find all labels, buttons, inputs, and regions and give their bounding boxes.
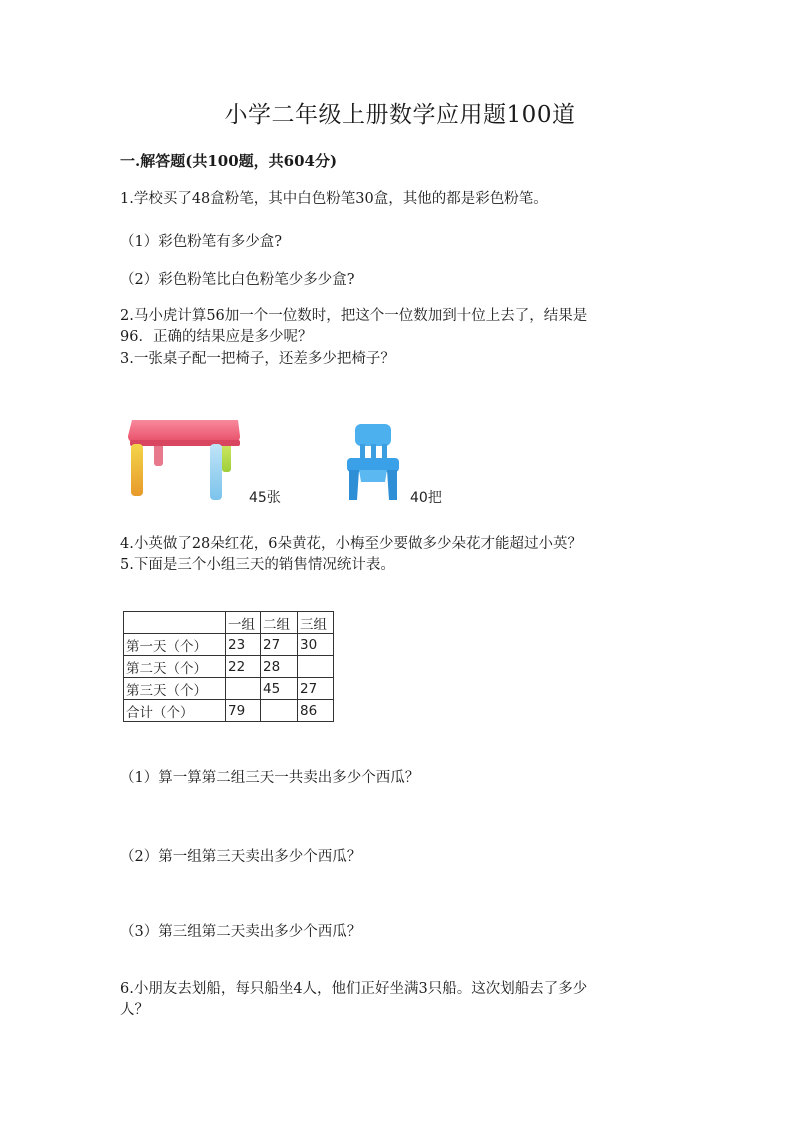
- table-cell: 79: [226, 700, 261, 722]
- table-cell: 27: [298, 678, 334, 700]
- table-row: [124, 678, 334, 700]
- sales-table: [123, 611, 334, 722]
- question-1-sub-2: （2）彩色粉笔比白色粉笔少多少盒?: [120, 272, 355, 288]
- row-label: 第一天（个）: [124, 634, 226, 656]
- row-label: 第二天（个）: [124, 656, 226, 678]
- table-row: [124, 634, 334, 656]
- question-3: 3.一张桌子配一把椅子，还差多少把椅子？: [120, 351, 395, 367]
- table-cell: 23: [226, 634, 261, 656]
- row-label: 第三天（个）: [124, 678, 226, 700]
- question-2-line-2: 96．正确的结果应是多少呢？: [120, 329, 313, 345]
- question-5-sub-3: （3）第三组第二天卖出多少个西瓜？: [120, 924, 362, 940]
- table-row: [124, 656, 334, 678]
- page-title: 小学二年级上册数学应用题100道: [224, 102, 576, 128]
- table-cell: [226, 678, 261, 700]
- table-cell: 28: [261, 656, 298, 678]
- table-cell: 86: [298, 700, 334, 722]
- section-heading: 一.解答题(共100题，共604分): [120, 152, 338, 170]
- table-cell: 22: [226, 656, 261, 678]
- question-6-line-1: 6.小朋友去划船，每只船坐4人，他们正好坐满3只船。这次划船去了多少: [120, 981, 588, 997]
- table-cell: 30: [298, 634, 334, 656]
- chair-caption: 40把: [410, 490, 442, 506]
- table-cell: 27: [261, 634, 298, 656]
- question-4: 4.小英做了28朵红花，6朵黄花，小梅至少要做多少朵花才能超过小英？: [120, 536, 583, 552]
- table-cell: [298, 656, 334, 678]
- question-5: 5.下面是三个小组三天的销售情况统计表。: [120, 557, 395, 573]
- desk-caption: 45张: [249, 490, 281, 506]
- desk-image: [126, 416, 246, 504]
- table-cell: [261, 700, 298, 722]
- question-5-sub-1: （1）算一算第二组三天一共卖出多少个西瓜？: [120, 770, 420, 786]
- question-5-sub-2: （2）第一组第三天卖出多少个西瓜？: [120, 849, 362, 865]
- table-cell: [124, 612, 226, 634]
- table-header-row: [124, 612, 334, 634]
- question-1: 1.学校买了48盒粉笔，其中白色粉笔30盒，其他的都是彩色粉笔。: [120, 191, 548, 207]
- table-header-group-2: 二组: [261, 612, 298, 634]
- question-6-line-2: 人？: [120, 1002, 149, 1018]
- table-cell: 45: [261, 678, 298, 700]
- chair-image: [343, 420, 405, 504]
- question-1-sub-1: （1）彩色粉笔有多少盒?: [120, 234, 282, 250]
- table-header-group-3: 三组: [298, 612, 334, 634]
- question-2-line-1: 2.马小虎计算56加一个一位数时，把这个一位数加到十位上去了，结果是: [120, 308, 588, 324]
- table-header-group-1: 一组: [226, 612, 261, 634]
- row-label: 合计（个）: [124, 700, 226, 722]
- table-row: [124, 700, 334, 722]
